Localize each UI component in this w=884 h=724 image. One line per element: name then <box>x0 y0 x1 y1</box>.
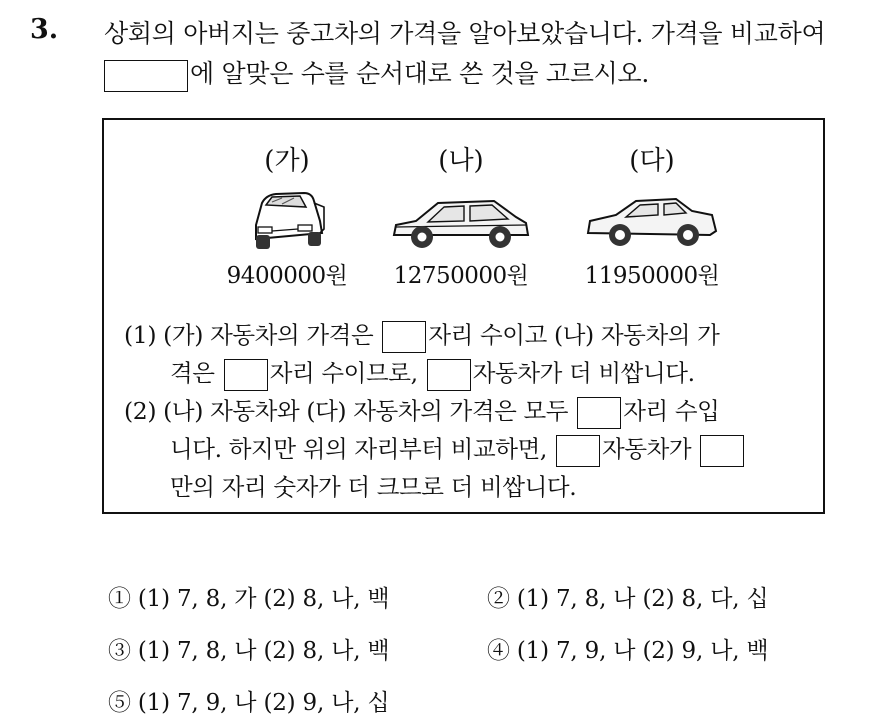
option-1[interactable]: ① (1) 7, 8, 가 (2) 8, 나, 백 <box>108 586 390 612</box>
answer-blank <box>224 359 268 391</box>
condition-text: 자리 수이므로, <box>269 359 418 387</box>
condition-2-line1 <box>124 392 719 429</box>
condition-2-line3 <box>170 468 576 502</box>
answer-blank <box>382 321 426 353</box>
option-5[interactable]: ⑤ (1) 7, 9, 나 (2) 9, 나, 십 <box>108 690 390 716</box>
car-price: 12750000원 <box>393 263 529 289</box>
car-ga <box>212 140 362 290</box>
option-2[interactable]: ② (1) 7, 8, 나 (2) 8, 다, 십 <box>487 586 769 612</box>
sedan-car-icon <box>582 177 722 257</box>
condition-1-line2 <box>170 354 695 391</box>
answer-blank <box>427 359 471 391</box>
condition-text: 자동차가 더 비쌉니다. <box>472 359 695 387</box>
answer-blank <box>577 397 621 429</box>
option-3[interactable]: ③ (1) 7, 8, 나 (2) 8, 나, 백 <box>108 638 390 664</box>
question-text-line1: 상회의 아버지는 중고차의 가격을 알아보았습니다. 가격을 비교하여 <box>104 19 826 48</box>
condition-text: (1) (가) 자동차의 가격은 <box>124 321 374 349</box>
condition-text: 만의 자리 숫자가 더 크므로 더 비쌉니다. <box>170 473 577 501</box>
car-label: (가) <box>264 146 310 176</box>
condition-text: 자리 수입 <box>623 397 720 425</box>
condition-text: 격은 <box>170 359 215 387</box>
boxy-car-icon <box>242 177 332 257</box>
condition-1-line1 <box>124 316 719 353</box>
answer-blank <box>556 435 600 467</box>
car-price: 9400000원 <box>226 263 348 289</box>
condition-text: 자리 수이고 (나) 자동차의 가 <box>428 321 720 349</box>
info-panel <box>102 118 825 514</box>
condition-2-line2 <box>170 430 746 467</box>
question-number: 3. <box>30 14 59 45</box>
condition-text: (2) (나) 자동차와 (다) 자동차의 가격은 모두 <box>124 397 569 425</box>
car-price: 11950000원 <box>584 263 720 289</box>
answer-blank <box>700 435 744 467</box>
hatchback-car-icon <box>386 177 536 257</box>
condition-text: 자동차가 <box>602 435 692 463</box>
car-label: (나) <box>438 146 484 176</box>
car-da <box>572 140 732 290</box>
question-text-line2-suffix: 에 알맞은 수를 순서대로 쓴 것을 고르시오. <box>190 59 649 88</box>
car-label: (다) <box>629 146 675 176</box>
option-4[interactable]: ④ (1) 7, 9, 나 (2) 9, 나, 백 <box>487 638 769 664</box>
condition-text: 니다. 하지만 위의 자리부터 비교하면, <box>170 435 547 463</box>
answer-blank <box>104 60 188 92</box>
question-text-line2 <box>104 54 649 92</box>
car-na <box>376 140 546 290</box>
